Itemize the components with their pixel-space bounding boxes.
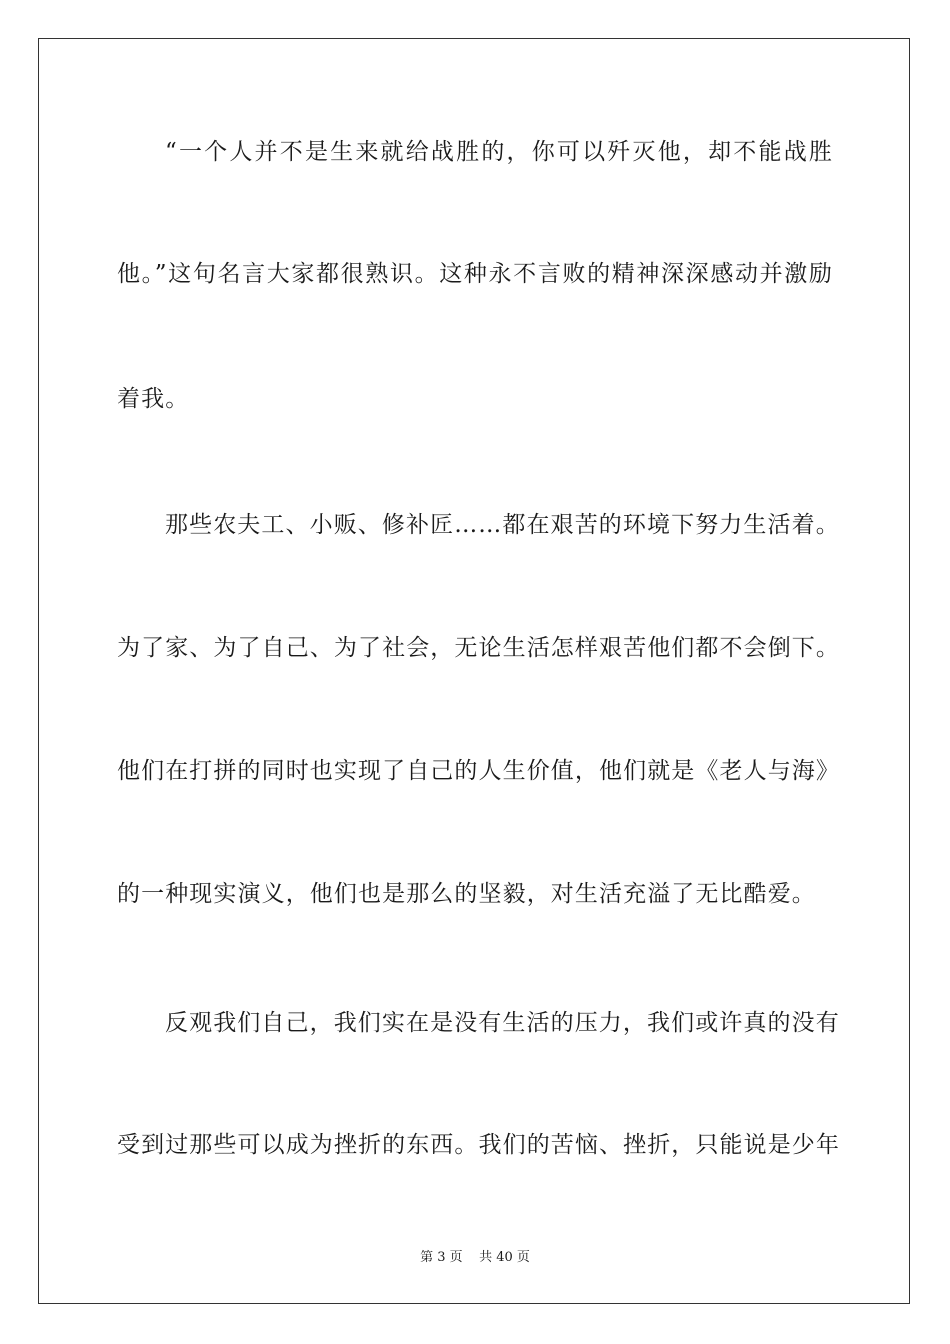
paragraph-1-line-1: “一个人并不是生来就给战胜的，你可以歼灭他，却不能战胜 (165, 139, 833, 165)
paragraph-2-line-4: 的一种现实演义，他们也是那么的坚毅，对生活充溢了无比酷爱。 (117, 881, 816, 907)
paragraph-3-line-2: 受到过那些可以成为挫折的东西。我们的苦恼、挫折，只能说是少年 (117, 1132, 840, 1158)
page-frame (38, 38, 910, 1304)
paragraph-2-line-2: 为了家、为了自己、为了社会，无论生活怎样艰苦他们都不会倒下。 (117, 635, 840, 661)
paragraph-1-line-3: 着我。 (117, 386, 190, 412)
paragraph-2-line-3: 他们在打拼的同时也实现了自己的人生价值，他们就是《老人与海》 (117, 758, 840, 784)
paragraph-3-line-1: 反观我们自己，我们实在是没有生活的压力，我们或许真的没有 (165, 1010, 840, 1036)
page-footer: 第 3 页 共 40 页 (420, 1250, 530, 1265)
paragraph-1-line-2: 他。”这句名言大家都很熟识。这种永不言败的精神深深感动并激励 (117, 261, 833, 287)
paragraph-2-line-1: 那些农夫工、小贩、修补匠……都在艰苦的环境下努力生活着。 (165, 512, 840, 538)
